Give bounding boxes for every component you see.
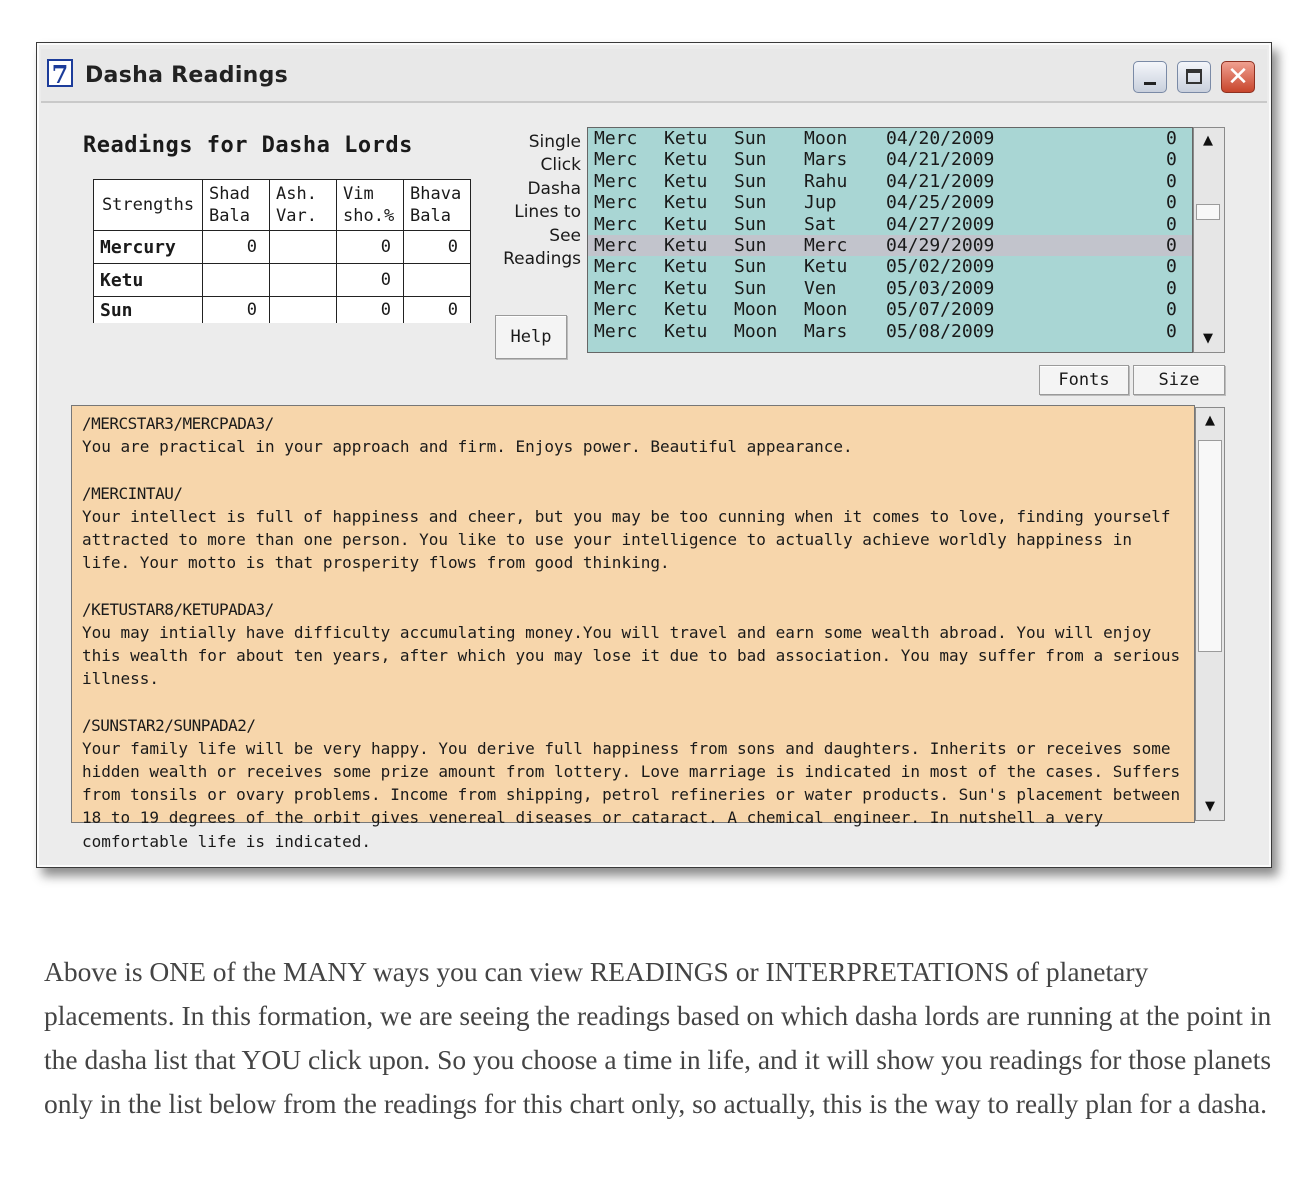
reading-code: /SUNSTAR2/SUNPADA2/ xyxy=(82,715,256,735)
dasha-row[interactable] xyxy=(588,256,1192,277)
dasha-date: 05/02/2009 xyxy=(886,256,995,278)
fonts-button[interactable]: Fonts xyxy=(1039,365,1129,395)
dasha-lord-4: Moon xyxy=(804,299,848,321)
reading-code: /MERCINTAU/ xyxy=(82,483,183,503)
help-button[interactable]: Help xyxy=(495,315,567,359)
reading-text: You may intially have difficulty accumulating money.You will travel and earn some wealth abroad. You will enjoy this wealth for about ten years, after which you may lose it due to bad association. You may suffer from a serious illness. xyxy=(82,622,1181,689)
dasha-date: 04/20/2009 xyxy=(886,128,995,149)
vim-sho-value: 0 xyxy=(337,264,404,297)
dasha-lord-1: Merc xyxy=(594,149,638,171)
minimize-button[interactable] xyxy=(1133,61,1167,93)
dasha-value: 0 xyxy=(1166,320,1177,342)
vim-sho-value: 0 xyxy=(337,297,404,324)
dasha-row[interactable] xyxy=(588,321,1192,342)
dasha-lord-2: Ketu xyxy=(664,128,708,149)
dasha-date: 04/25/2009 xyxy=(886,192,995,214)
dasha-value: 0 xyxy=(1166,213,1177,235)
instruction-line: Dasha xyxy=(527,178,581,199)
dasha-lord-1: Merc xyxy=(594,170,638,192)
dasha-value: 0 xyxy=(1166,170,1177,192)
dasha-value: 0 xyxy=(1166,149,1177,171)
header-ash-var: Ash. Var. xyxy=(270,180,337,231)
reading-text: Your family life will be very happy. You derive full happiness from sons and daughters. Inherits or receives some hidden wealth or receives some prize amount from lottery. Love marriage is indicated in most of the cases. Suffers from tonsils or ovary problems. Income from shipping, petrol refineries or water products. Sun's placement between 18 to 19 degrees of the orbit gives venereal diseases or cataract. A chemical engineer. In nutshell a very comfortable life is indicated. xyxy=(82,738,1181,851)
reading-code: /KETUSTAR8/KETUPADA3/ xyxy=(82,599,274,619)
dasha-value: 0 xyxy=(1166,128,1177,149)
dasha-date: 04/21/2009 xyxy=(886,170,995,192)
instructions-label xyxy=(487,131,581,271)
dasha-lord-2: Ketu xyxy=(664,256,708,278)
reading-entry xyxy=(82,482,1184,575)
dasha-row[interactable] xyxy=(588,235,1192,256)
dasha-row[interactable] xyxy=(588,128,1192,149)
dasha-lord-3: Sun xyxy=(734,277,767,299)
dasha-lord-2: Ketu xyxy=(664,192,708,214)
header-bhava-bala: Bhava Bala xyxy=(404,180,471,231)
dasha-lord-4: Merc xyxy=(804,234,848,256)
dasha-lord-4: Sat xyxy=(804,213,837,235)
dasha-row[interactable] xyxy=(588,299,1192,320)
dasha-lord-2: Ketu xyxy=(664,170,708,192)
dasha-lord-1: Merc xyxy=(594,299,638,321)
planet-name: Mercury xyxy=(94,231,203,264)
scroll-thumb[interactable] xyxy=(1196,204,1220,220)
dasha-lord-2: Ketu xyxy=(664,234,708,256)
readings-text-area[interactable] xyxy=(71,405,1195,851)
dasha-lord-4: Ketu xyxy=(804,256,848,278)
dasha-lord-3: Sun xyxy=(734,256,767,278)
planet-name: Ketu xyxy=(94,264,203,297)
maximize-button[interactable] xyxy=(1177,61,1211,93)
ash-var-value xyxy=(270,297,337,324)
minimize-icon xyxy=(1144,82,1156,85)
dasha-lord-1: Merc xyxy=(594,128,638,149)
dasha-date: 04/29/2009 xyxy=(886,234,995,256)
reading-entry xyxy=(82,598,1184,691)
header-vim-sho: Vim sho.% xyxy=(337,180,404,231)
vim-sho-value: 0 xyxy=(337,231,404,264)
dasha-lord-3: Sun xyxy=(734,149,767,171)
dasha-lord-2: Ketu xyxy=(664,277,708,299)
instruction-line: Lines to xyxy=(514,202,581,223)
reading-entry xyxy=(82,714,1184,853)
instruction-line: Click xyxy=(540,155,581,176)
dasha-lord-2: Ketu xyxy=(664,149,708,171)
bhava-bala-value: 0 xyxy=(404,231,471,264)
scroll-down-arrow-icon[interactable]: ▼ xyxy=(1205,799,1215,814)
dasha-lord-1: Merc xyxy=(594,213,638,235)
bhava-bala-value: 0 xyxy=(404,297,471,324)
dasha-value: 0 xyxy=(1166,234,1177,256)
instruction-line: Readings xyxy=(503,249,581,270)
window-title: Dasha Readings xyxy=(85,63,289,88)
table-row xyxy=(94,264,471,297)
table-row xyxy=(94,297,471,324)
dasha-lord-4: Moon xyxy=(804,128,848,149)
dasha-lord-3: Moon xyxy=(734,320,778,342)
bhava-bala-value xyxy=(404,264,471,297)
shad-bala-value: 0 xyxy=(203,231,270,264)
table-header-row xyxy=(94,180,471,231)
instruction-line: Single xyxy=(528,132,581,152)
maximize-icon xyxy=(1186,69,1202,84)
table-row xyxy=(94,231,471,264)
reading-text: Your intellect is full of happiness and cheer, but you may be too cunning when it comes to love, finding yourself attracted to more than one person. You like to use your intelligence to actually achieve worldly happiness in life. Your motto is that prosperity flows from good thinking. xyxy=(82,506,1171,573)
instruction-line: See xyxy=(549,225,581,246)
title-bar[interactable] xyxy=(41,49,1267,103)
dasha-value: 0 xyxy=(1166,277,1177,299)
scroll-up-arrow-icon[interactable]: ▲ xyxy=(1203,133,1213,148)
ash-var-value xyxy=(270,231,337,264)
dasha-row[interactable] xyxy=(588,214,1192,235)
header-strengths: Strengths xyxy=(94,180,203,231)
scroll-up-arrow-icon[interactable]: ▲ xyxy=(1205,413,1215,428)
caption-text: Above is ONE of the MANY ways you can view READINGS or INTERPRETATIONS of planetary placements. In this formation, we are seeing the readings based on which dasha lords are running at the point in the dasha list that YOU click upon. So you choose a time in life, and it will show you readings for those planets only in the list below from the readings for this chart only, so actually, this is the way to really plan for a dasha. xyxy=(44,956,1272,1119)
close-button[interactable] xyxy=(1221,61,1255,93)
planet-name: Sun xyxy=(94,297,203,324)
dasha-row[interactable] xyxy=(588,149,1192,170)
reading-text: You are practical in your approach and firm. Enjoys power. Beautiful appearance. xyxy=(82,437,853,457)
reading-code: /MERCSTAR3/MERCPADA3/ xyxy=(82,414,274,433)
shad-bala-value xyxy=(203,264,270,297)
size-button[interactable]: Size xyxy=(1133,365,1225,395)
dasha-row[interactable] xyxy=(588,278,1192,299)
dasha-lord-2: Ketu xyxy=(664,320,708,342)
scroll-thumb[interactable] xyxy=(1198,440,1222,652)
dasha-date: 05/07/2009 xyxy=(886,299,995,321)
readings-heading: Readings for Dasha Lords xyxy=(83,133,413,158)
dasha-value: 0 xyxy=(1166,256,1177,278)
dasha-list-scrollbar[interactable] xyxy=(1193,127,1225,353)
dasha-lord-1: Merc xyxy=(594,277,638,299)
dasha-lord-4: Rahu xyxy=(804,170,848,192)
dasha-lord-2: Ketu xyxy=(664,213,708,235)
shad-bala-value: 0 xyxy=(203,297,270,324)
dasha-lord-1: Merc xyxy=(594,192,638,214)
dasha-date: 04/27/2009 xyxy=(886,213,995,235)
dasha-lord-3: Sun xyxy=(734,128,767,149)
dasha-lord-3: Moon xyxy=(734,299,778,321)
dasha-lord-1: Merc xyxy=(594,256,638,278)
scroll-down-arrow-icon[interactable]: ▼ xyxy=(1203,331,1213,346)
reading-entry xyxy=(82,412,1184,458)
dasha-lord-1: Merc xyxy=(594,320,638,342)
dasha-row[interactable] xyxy=(588,192,1192,213)
dasha-lord-4: Jup xyxy=(804,192,837,214)
ash-var-value xyxy=(270,264,337,297)
header-shad-bala: Shad Bala xyxy=(203,180,270,231)
dasha-row[interactable] xyxy=(588,171,1192,192)
dasha-lord-2: Ketu xyxy=(664,299,708,321)
dasha-readings-window xyxy=(36,42,1272,868)
dasha-list[interactable] xyxy=(587,127,1193,353)
dasha-value: 0 xyxy=(1166,192,1177,214)
dasha-lord-1: Merc xyxy=(594,234,638,256)
dasha-lord-4: Mars xyxy=(804,320,848,342)
dasha-lord-4: Ven xyxy=(804,277,837,299)
dasha-date: 04/21/2009 xyxy=(886,149,995,171)
dasha-date: 05/08/2009 xyxy=(886,320,995,342)
dasha-lord-3: Sun xyxy=(734,234,767,256)
strengths-table xyxy=(93,179,471,323)
dasha-lord-4: Mars xyxy=(804,149,848,171)
dasha-date: 05/03/2009 xyxy=(886,277,995,299)
readings-scrollbar[interactable] xyxy=(1195,407,1225,821)
dasha-lord-3: Sun xyxy=(734,213,767,235)
close-icon: ✕ xyxy=(1227,62,1249,92)
dasha-lord-3: Sun xyxy=(734,170,767,192)
dasha-lord-3: Sun xyxy=(734,192,767,214)
dasha-value: 0 xyxy=(1166,299,1177,321)
app-icon: 7 xyxy=(47,59,73,87)
